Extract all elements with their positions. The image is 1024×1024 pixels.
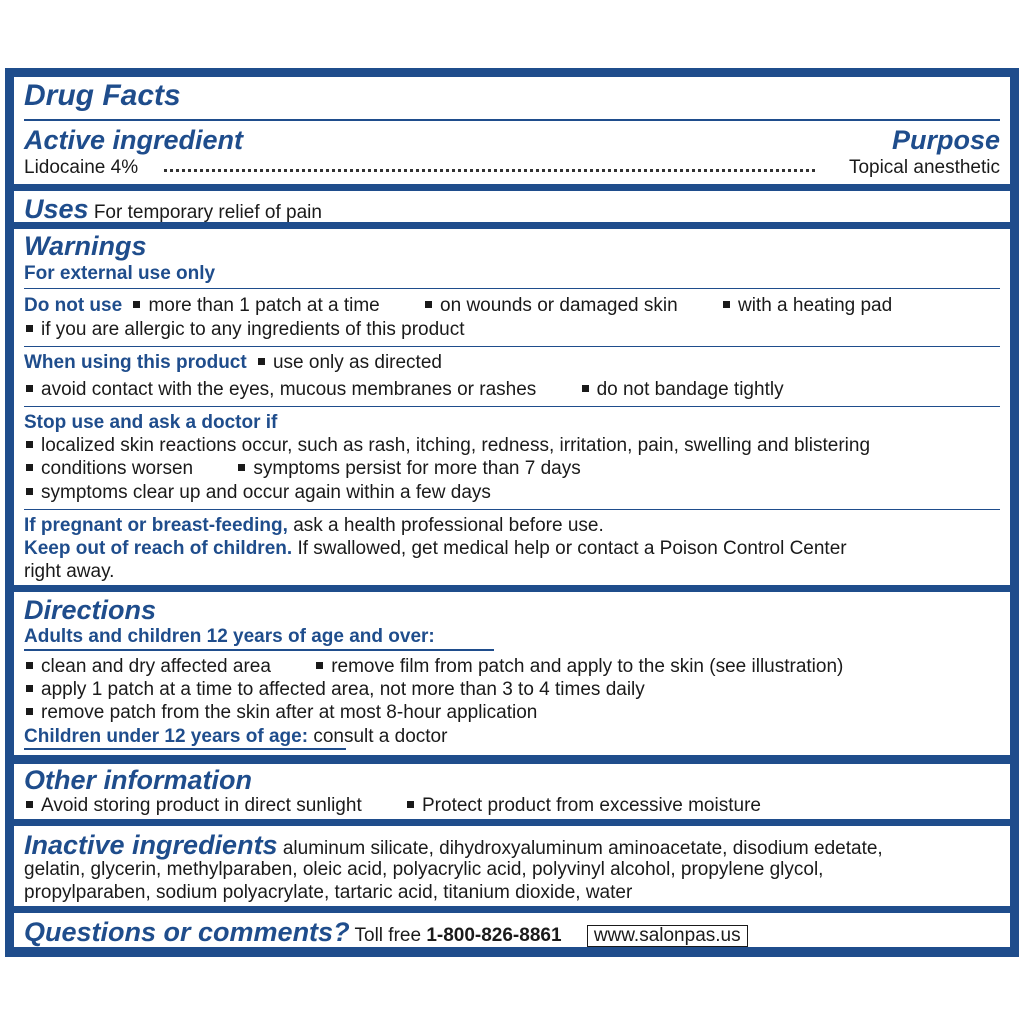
inactive-ingredients-section <box>14 826 1010 906</box>
list-item: more than 1 patch at a time <box>148 295 380 316</box>
list-item: avoid contact with the eyes, mucous membranes or rashes <box>41 379 537 400</box>
directions-heading: Directions <box>24 595 157 625</box>
active-ingredient-heading: Active ingredient <box>24 125 244 155</box>
inactive-ingredients-heading: Inactive ingredients <box>24 830 278 860</box>
toll-free-label: Toll free <box>354 925 422 946</box>
list-item: Avoid storing product in direct sunlight <box>41 795 362 816</box>
inactive-ingredients-text: gelatin, glycerin, methylparaben, oleic acid, polyacrylic acid, polyvinyl alcohol, propylene glycol, <box>24 859 824 880</box>
external-use-label: For external use only <box>24 263 216 284</box>
directions-section <box>14 592 1010 755</box>
uses-heading: Uses <box>24 194 89 224</box>
other-information-section <box>14 764 1010 819</box>
children-line <box>24 726 1000 748</box>
active-ingredient-section <box>14 77 1010 184</box>
pregnant-label: If pregnant or breast-feeding, <box>24 515 288 536</box>
inactive-ingredients-text: aluminum silicate, dihydroxyaluminum aminoacetate, disodium edetate, <box>282 838 883 859</box>
list-item: symptoms clear up and occur again within a few days <box>41 482 491 503</box>
list-item: Protect product from excessive moisture <box>422 795 761 816</box>
uses-text: For temporary relief of pain <box>93 202 322 223</box>
list-item: if you are allergic to any ingredients of this product <box>41 319 465 340</box>
purpose-value: Topical anesthetic <box>848 157 1000 178</box>
children-label: Children under 12 years of age: <box>24 726 309 747</box>
website-link[interactable]: www.salonpas.us <box>587 925 748 947</box>
phone-number: 1-800-826-8861 <box>426 925 562 946</box>
warnings-section <box>14 229 1010 585</box>
keep-out-label: Keep out of reach of children. <box>24 538 293 559</box>
keep-out-text-cont: right away. <box>24 561 115 582</box>
when-using-line <box>24 352 1000 374</box>
children-text: consult a doctor <box>313 726 448 747</box>
do-not-use-line <box>24 295 1000 317</box>
list-item: clean and dry affected area <box>41 656 271 677</box>
pregnant-text: ask a health professional before use. <box>293 515 604 536</box>
keep-out-line <box>24 538 1000 560</box>
questions-heading: Questions or comments? <box>24 917 350 947</box>
page-title: Drug Facts <box>24 79 181 112</box>
stop-use-label: Stop use and ask a doctor if <box>24 412 278 433</box>
active-ingredient-value: Lidocaine 4% <box>24 157 139 178</box>
list-item: conditions worsen <box>41 458 194 479</box>
adults-label: Adults and children 12 years of age and over: <box>24 626 435 647</box>
list-item: on wounds or damaged skin <box>440 295 678 316</box>
list-item: apply 1 patch at a time to affected area, not more than 3 to 4 times daily <box>41 679 645 700</box>
keep-out-text: If swallowed, get medical help or contact a Poison Control Center <box>297 538 847 559</box>
list-item: localized skin reactions occur, such as rash, itching, redness, irritation, pain, swelling and blistering <box>41 435 871 456</box>
list-item: symptoms persist for more than 7 days <box>253 458 581 479</box>
dot-leader <box>164 169 815 172</box>
list-item: remove film from patch and apply to the skin (see illustration) <box>331 656 844 677</box>
purpose-heading: Purpose <box>891 125 1000 155</box>
list-item: with a heating pad <box>737 295 893 316</box>
inactive-ingredients-text: propylparaben, sodium polyacrylate, tartaric acid, titanium dioxide, water <box>24 882 633 903</box>
questions-section <box>14 913 1010 947</box>
drug-facts-panel <box>5 68 1019 957</box>
list-item: remove patch from the skin after at most 8-hour application <box>41 702 538 723</box>
do-not-use-label: Do not use <box>24 295 123 316</box>
list-item: do not bandage tightly <box>596 379 784 400</box>
warnings-heading: Warnings <box>24 231 147 261</box>
uses-section <box>14 191 1010 222</box>
when-using-label: When using this product <box>24 352 247 373</box>
pregnant-line <box>24 515 1000 537</box>
other-information-heading: Other information <box>24 765 252 795</box>
list-item: use only as directed <box>272 352 442 373</box>
